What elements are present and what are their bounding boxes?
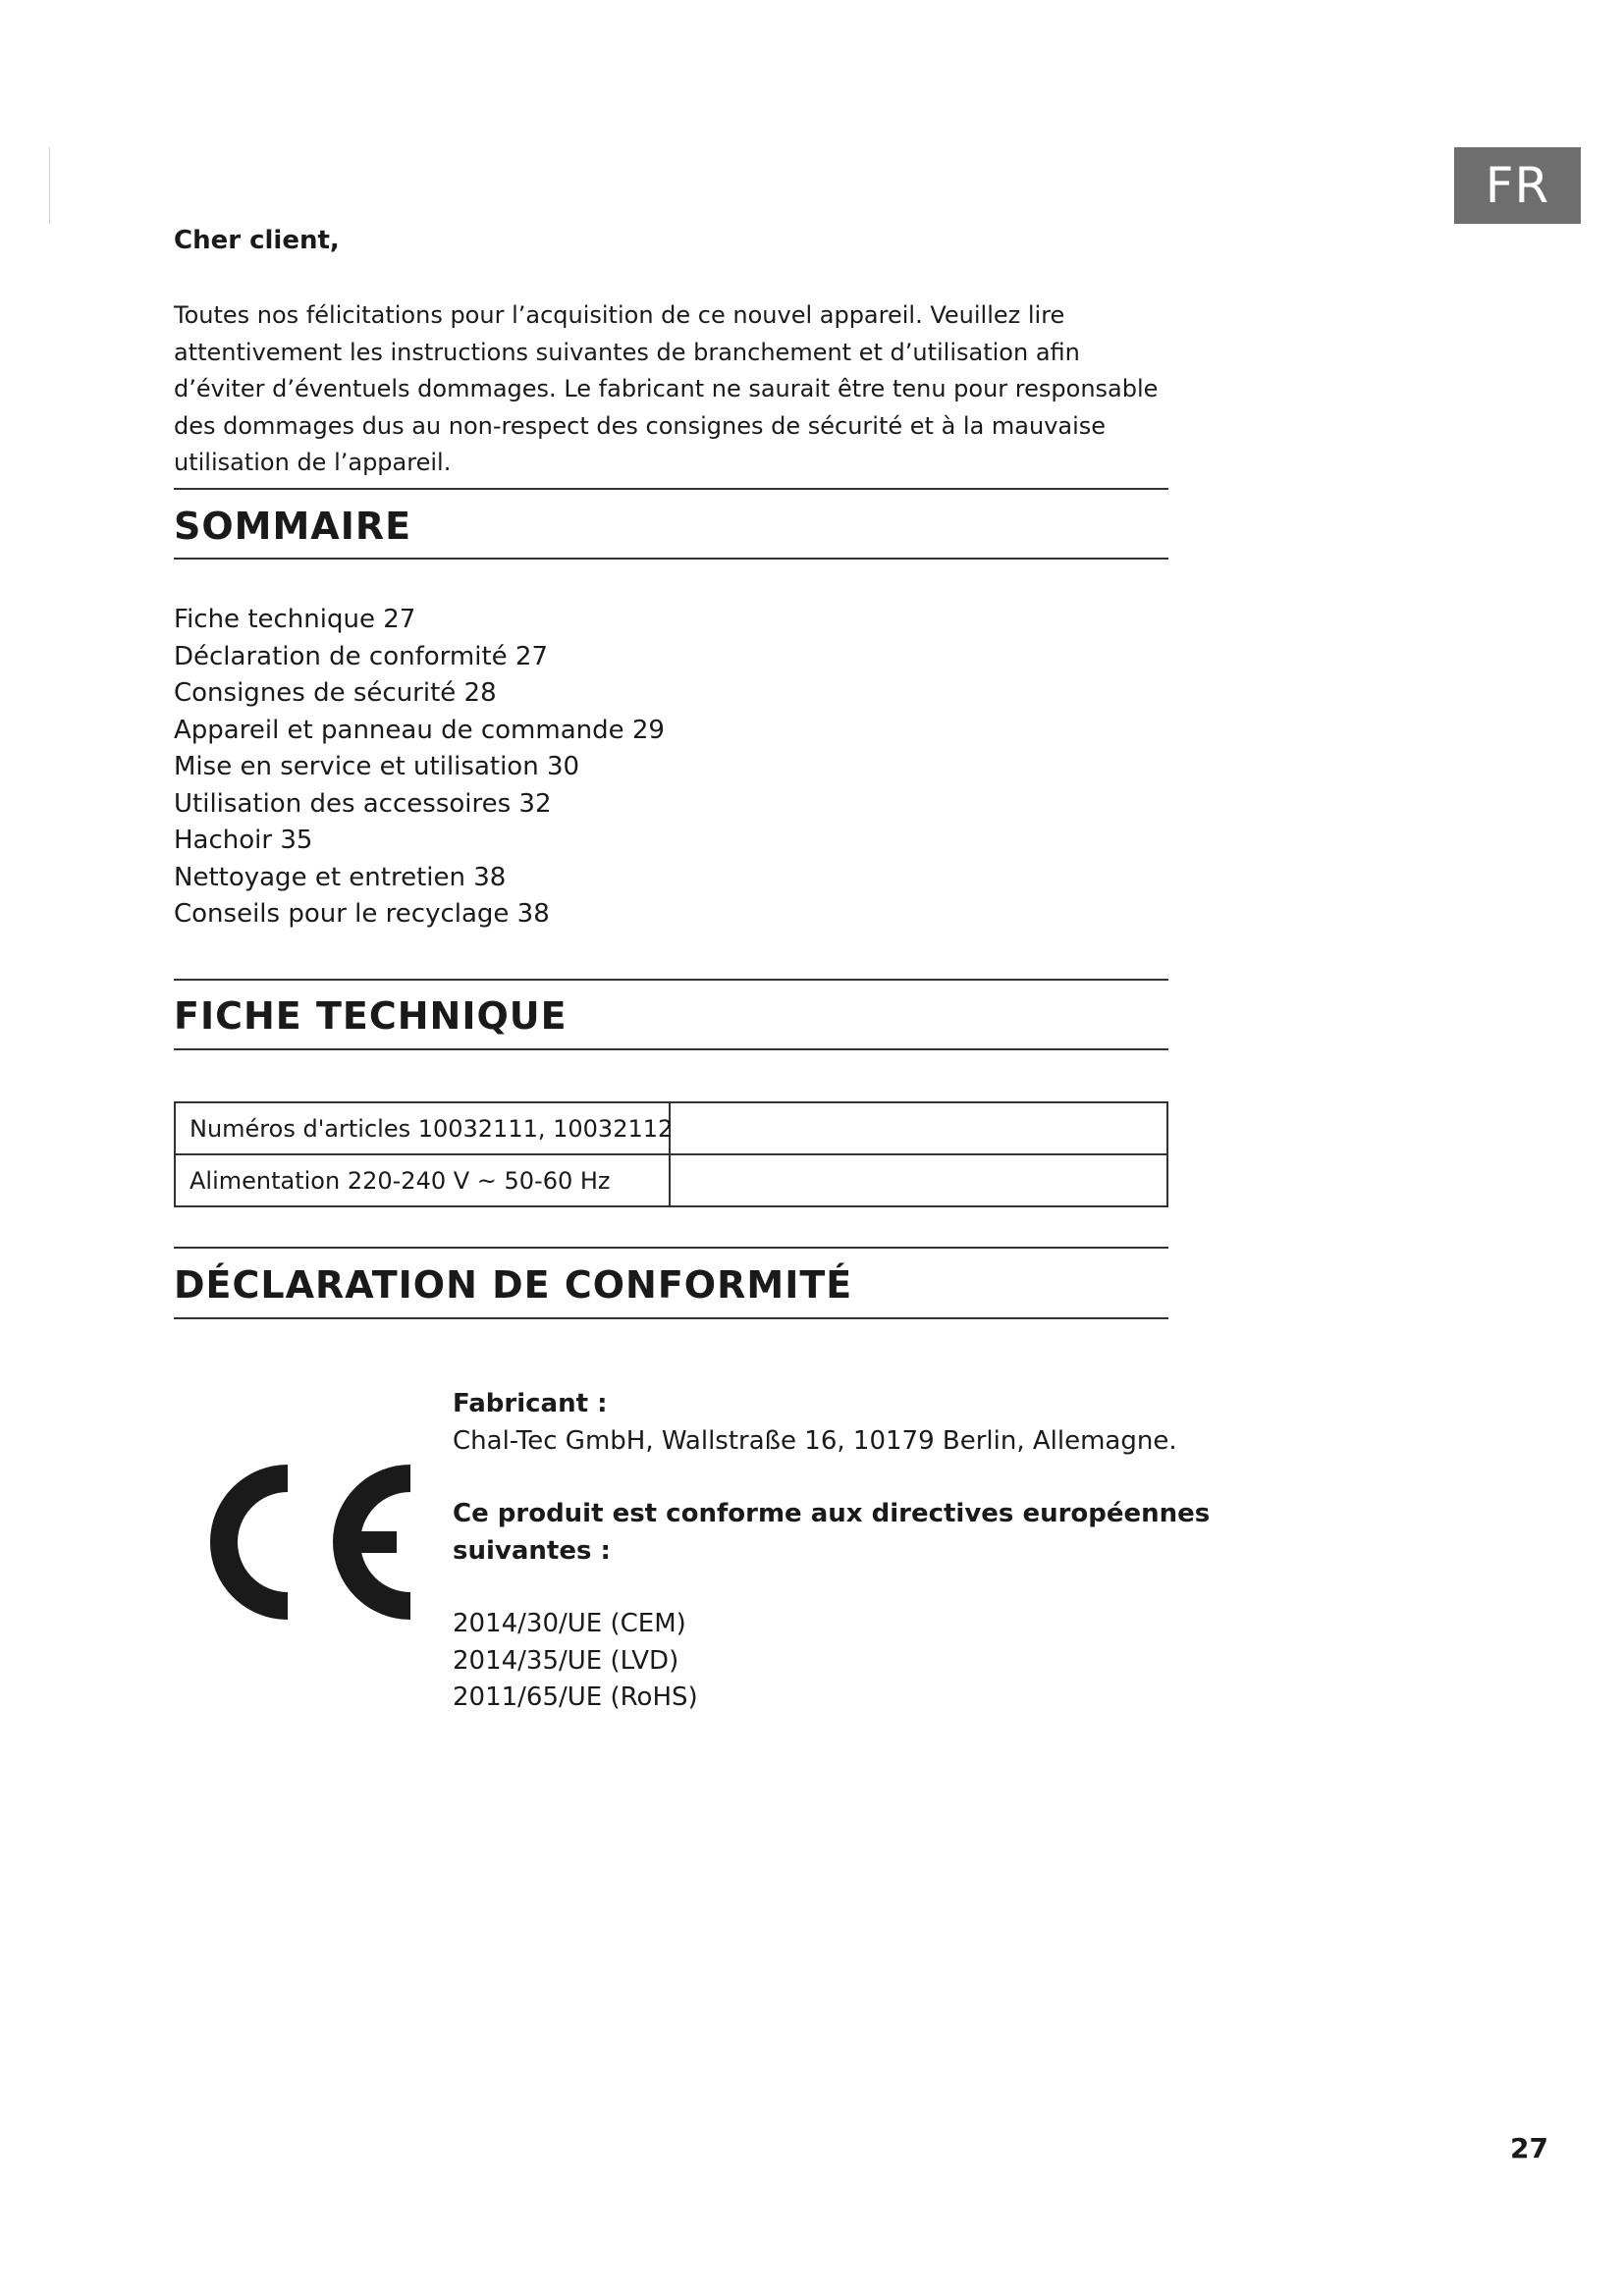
- compliance-statement-line1: Ce produit est conforme aux directives européennes: [453, 1499, 1211, 1528]
- section-title-sommaire: SOMMAIRE: [174, 505, 412, 548]
- table-row: [175, 1102, 1167, 1154]
- directive-list: [453, 1606, 1210, 1717]
- margin-line: [49, 147, 50, 224]
- table-of-contents: [174, 602, 665, 934]
- divider-top-fiche: [174, 979, 1168, 981]
- compliance-statement-line2: suivantes :: [453, 1535, 611, 1566]
- manufacturer-value: Chal-Tec GmbH, Wallstraße 16, 10179 Berlin, Allemagne.: [453, 1425, 1177, 1456]
- divider-top-conformite: [174, 1247, 1168, 1249]
- language-tab: FR: [1454, 147, 1581, 224]
- directive-item: 2014/35/UE (LVD): [453, 1645, 679, 1676]
- page-number: 27: [1510, 2132, 1548, 2164]
- divider-bottom-conformite: [174, 1317, 1168, 1319]
- spec-cell-value: [670, 1154, 1167, 1206]
- toc-item: Appareil et panneau de commande 29: [174, 715, 665, 745]
- divider-top-sommaire: [174, 488, 1168, 490]
- section-title-fiche-technique: FICHE TECHNIQUE: [174, 994, 568, 1038]
- ce-mark-icon: [192, 1463, 418, 1622]
- table-row: [175, 1154, 1167, 1206]
- toc-item: Conseils pour le recyclage 38: [174, 899, 550, 929]
- spec-table: [174, 1101, 1168, 1207]
- divider-bottom-fiche: [174, 1048, 1168, 1050]
- toc-item: Nettoyage et entretien 38: [174, 862, 507, 892]
- toc-item: Consignes de sécurité 28: [174, 678, 497, 708]
- greeting: Cher client,: [174, 226, 340, 255]
- conformity-details: [453, 1386, 1210, 1717]
- section-title-conformite: DÉCLARATION DE CONFORMITÉ: [174, 1263, 853, 1307]
- spec-cell-label: Numéros d'articles 10032111, 10032112: [175, 1102, 670, 1154]
- toc-item: Utilisation des accessoires 32: [174, 788, 552, 819]
- toc-item: Hachoir 35: [174, 826, 313, 855]
- spec-cell-value: [670, 1102, 1167, 1154]
- toc-item: Fiche technique 27: [174, 605, 416, 634]
- spec-cell-label: Alimentation 220-240 V ~ 50-60 Hz: [175, 1154, 670, 1206]
- directive-item: 2014/30/UE (CEM): [453, 1609, 686, 1638]
- manufacturer-label: Fabricant :: [453, 1389, 608, 1418]
- divider-bottom-sommaire: [174, 558, 1168, 560]
- intro-paragraph: Toutes nos félicitations pour l’acquisition de ce nouvel appareil. Veuillez lire attentivement les instructions suivantes de branchement et d’utilisation afin d’éviter d’éventuels dommages. Le fabricant ne saurait être tenu pour responsable des dommages dus au non-respect des consignes de sécurité et à la mauvaise utilisation de l’appareil.: [174, 301, 1159, 476]
- toc-item: Déclaration de conformité 27: [174, 641, 548, 671]
- toc-item: Mise en service et utilisation 30: [174, 752, 580, 781]
- directive-item: 2011/65/UE (RoHS): [453, 1682, 698, 1712]
